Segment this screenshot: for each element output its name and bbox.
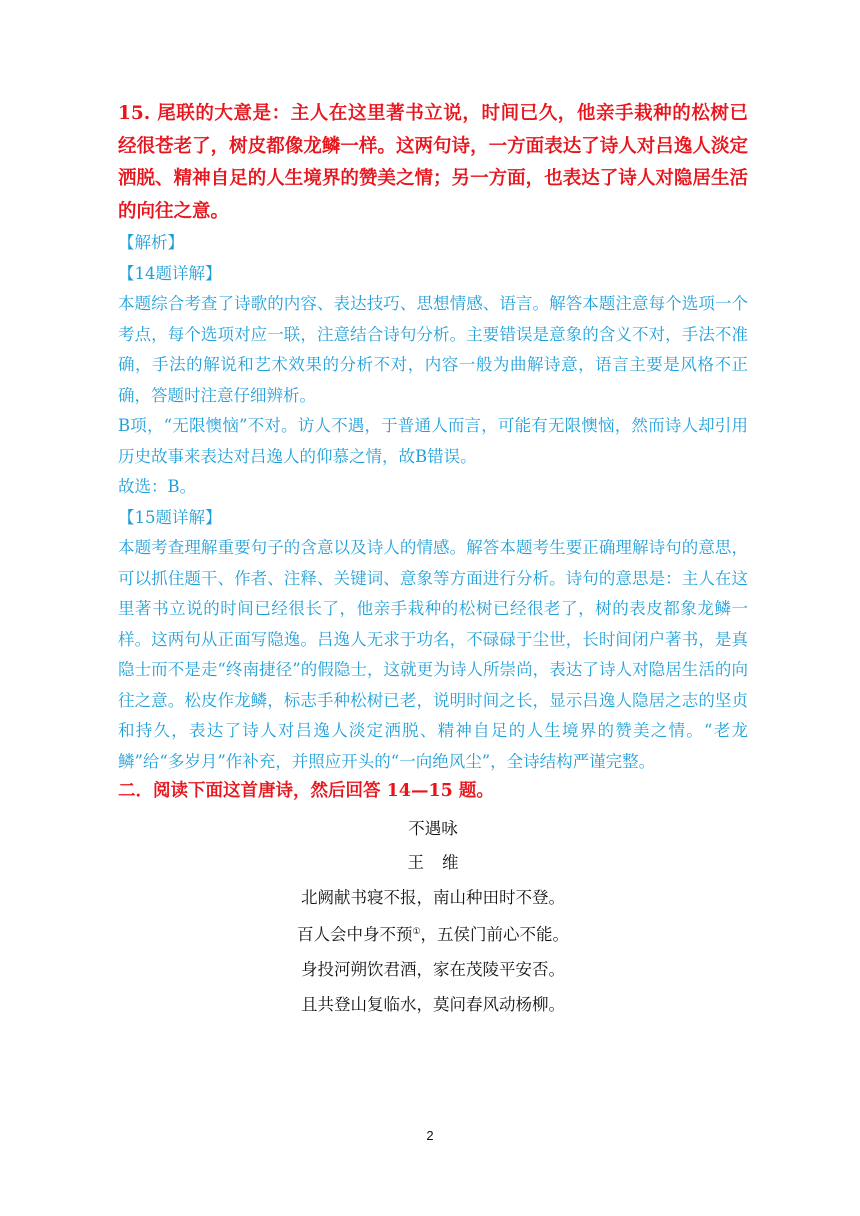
footnote-marker: ① <box>412 927 421 937</box>
analysis-label: 【解析】 <box>118 233 184 252</box>
poem-line-2-end: ，五侯门前心不能。 <box>420 925 570 944</box>
q14-answer: 故选：B。 <box>118 477 197 496</box>
document-body <box>118 98 748 1022</box>
q14-detail-paragraph-1: 本题综合考查了诗歌的内容、表达技巧、思想情感、语言。解答本题注意每个选项一个考点，每个选项对应一联，注意结合诗句分析。主要错误是意象的含义不对，手法不准确，手法的解说和艺术效果的分析不对，内容一般为曲解诗意，语言主要是风格不正确，答题时注意仔细辨析。 <box>118 294 748 405</box>
q14-detail-label: 【14题详解】 <box>118 263 222 283</box>
section-2-heading: 二．阅读下面这首唐诗，然后回答 14—15 题。 <box>118 781 494 801</box>
poem-line-3: 身投河朔饮君酒，家在茂陵平安否。 <box>301 960 565 979</box>
q15-detail-paragraph-1: 本题考查理解重要句子的含意以及诗人的情感。解答本题考生要正确理解诗句的意思，可以抓住题干、作者、注释、关键词、意象等方面进行分析。诗句的意思是：主人在这里著书立说的时间已经很长了，他亲手栽种的松树已经很老了，树的表皮都象龙鳞一样。这两句从正面写隐逸。吕逸人无求于功名，不碌碌于尘世，长时间闭户著书，是真隐士而不是走“终南捷径”的假隐士，这就更为诗人所崇尚，表达了诗人对隐居生活的向往之意。松皮作龙鳞，标志手种松树已老，说明时间之长，显示吕逸人隐居之志的坚贞和持久，表达了诗人对吕逸人淡定洒脱、精神自足的人生境界的赞美之情。“老龙鳞”给“多岁月”作补充，并照应开头的“一向绝风尘”，全诗结构严谨完整。 <box>118 538 748 771</box>
answer-15-text: 15. 尾联的大意是：主人在这里著书立说，时间已久，他亲手栽种的松树已经很苍老了，树皮都像龙鳞一样。这两句诗，一方面表达了诗人对吕逸人淡定洒脱、精神自足的人生境界的赞美之情；另一方面，也表达了诗人对隐居生活的向往之意。 <box>118 103 748 222</box>
q15-detail-label: 【15题详解】 <box>118 507 222 527</box>
poem-line-2-start: 百人会中身不预 <box>296 925 413 944</box>
poem-line-2 <box>118 915 748 952</box>
page-number: 2 <box>426 1128 434 1143</box>
poem-author: 王维 <box>407 853 477 872</box>
poem-line-4: 且共登山复临水，莫问春风动杨柳。 <box>301 995 565 1014</box>
q14-detail-paragraph-2: B项，“无限懊恼”不对。访人不遇，于普通人而言，可能有无限懊恼，然而诗人却引用历史故事来表达对吕逸人的仰慕之情，故B错误。 <box>118 416 748 466</box>
poem-title: 不遇咏 <box>408 819 458 838</box>
poem-line-1: 北阙献书寝不报，南山种田时不登。 <box>301 888 565 907</box>
